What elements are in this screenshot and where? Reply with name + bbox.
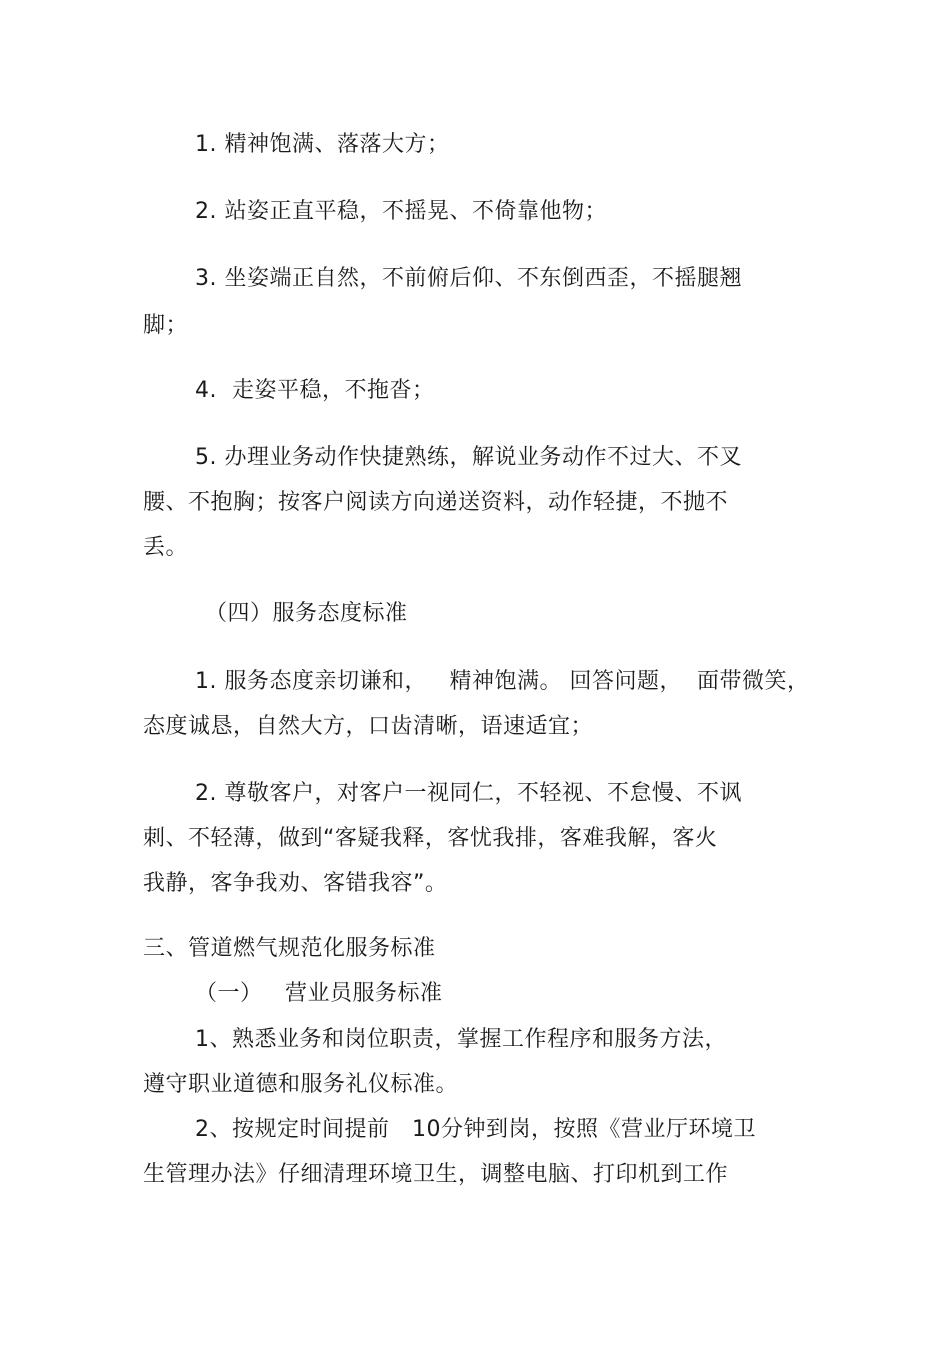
paragraph-line: 遵守职业道德和服务礼仪标准。 bbox=[143, 1072, 459, 1097]
paragraph-line: 我静，客争我劝、客错我容”。 bbox=[143, 871, 448, 896]
paragraph-line: 3. 坐姿端正自然，不前俯后仰、不东倒西歪，不摇腿翘 bbox=[195, 266, 742, 291]
paragraph-line: 丢。 bbox=[143, 535, 189, 560]
paragraph-line: 5. 办理业务动作快捷熟练，解说业务动作不过大、不叉 bbox=[195, 445, 742, 470]
paragraph-line: 2、按规定时间提前 10分钟到岗，按照《营业厅环境卫 bbox=[195, 1117, 756, 1142]
paragraph-line: 1. 精神饱满、落落大方； bbox=[195, 132, 450, 157]
paragraph-line: 刺、不轻薄，做到“客疑我释，客忧我排，客难我解，客火 bbox=[143, 826, 718, 851]
paragraph-line: 生管理办法》仔细清理环境卫生，调整电脑、打印机到工作 bbox=[143, 1162, 729, 1187]
paragraph-line: 2. 站姿正直平稳，不摇晃、不倚靠他物； bbox=[195, 199, 607, 224]
paragraph-line: 腰、不抱胸；按客户阅读方向递送资料，动作轻捷，不抛不 bbox=[143, 490, 729, 515]
section-heading: 三、管道燃气规范化服务标准 bbox=[143, 936, 436, 961]
subsection-heading: （一） 营业员服务标准 bbox=[195, 981, 443, 1006]
paragraph-line: 2. 尊敬客户，对客户一视同仁，不轻视、不怠慢、不讽 bbox=[195, 781, 742, 806]
paragraph-line: 脚； bbox=[143, 313, 189, 338]
paragraph-line: 1、熟悉业务和岗位职责，掌握工作程序和服务方法， bbox=[195, 1027, 727, 1052]
section-heading: （四）服务态度标准 bbox=[205, 601, 408, 626]
paragraph-line: 1. 服务态度亲切谦和， 精神饱满。 回答问题， 面带微笑， bbox=[195, 669, 810, 694]
paragraph-line: 态度诚恳，自然大方，口齿清晰，语速适宜； bbox=[143, 714, 594, 739]
paragraph-line: 4. 走姿平稳，不拖沓； bbox=[195, 378, 435, 403]
